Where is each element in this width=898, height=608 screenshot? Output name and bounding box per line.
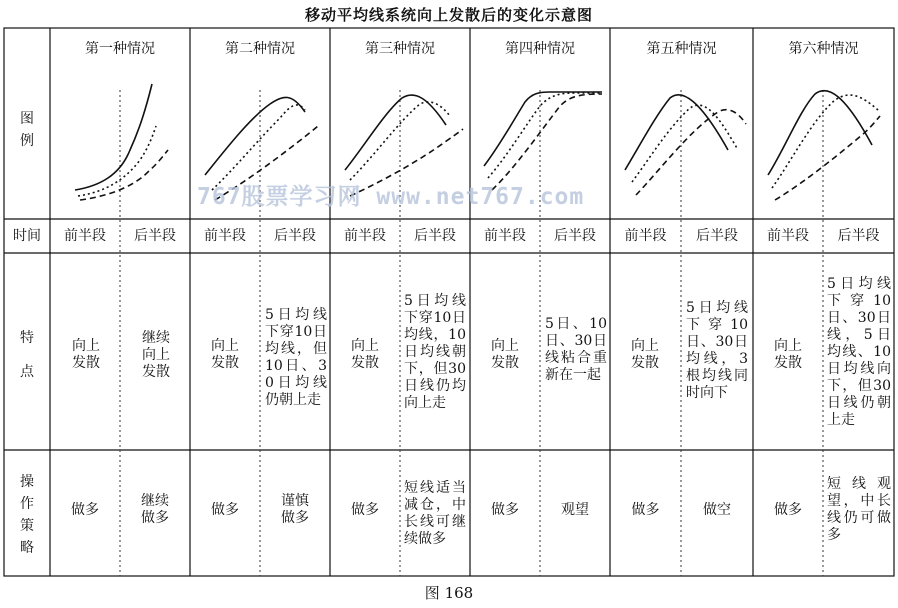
case-4-ma5-line — [484, 92, 602, 166]
case-3-ma5-line — [345, 95, 446, 170]
case-5-header: 第五种情况 — [646, 40, 717, 57]
case-3-strategy-second: 短线适当减仓，中长线可继续做多 — [404, 480, 466, 547]
case-1-header: 第一种情况 — [85, 40, 155, 57]
case-6-strategy-first: 做多 — [774, 501, 802, 518]
case-6-strategy-second: 短线观望，中长线仍可做多 — [827, 476, 891, 543]
case-3-header: 第三种情况 — [365, 40, 435, 57]
case-5-strategy-first: 做多 — [631, 501, 660, 518]
case-6-feature-first: 向上发散 — [774, 338, 802, 371]
row-label-legend: 图例 — [20, 111, 34, 149]
case-2-feature-second: 5日均线下穿10日均线，但10日、30日均线仍朝上走 — [265, 307, 327, 408]
case-1-strategy-second: 继续做多 — [141, 493, 169, 526]
case-3-strategy-first: 做多 — [351, 501, 379, 518]
case-4-feature-first: 向上发散 — [491, 338, 519, 371]
row-label-strategy: 操作策略 — [20, 474, 34, 556]
case-1-feature-first: 向上发散 — [72, 338, 100, 371]
case-4-ma-curves — [484, 92, 602, 190]
case-3-feature-first: 向上发散 — [351, 338, 379, 371]
case-5-feature-first: 向上发散 — [631, 338, 659, 371]
case-6-ma-curves — [768, 91, 880, 200]
watermark: 767股票学习网 www.net767.com — [197, 184, 585, 210]
case-1-second-half: 后半段 — [134, 227, 176, 244]
case-1-ma10-line — [78, 126, 156, 196]
case-1-feature-second: 继续向上发散 — [142, 329, 170, 380]
case-3-feature-second: 5日均线下穿10日均线，10日均线朝下，但30日线仍均向上走 — [404, 292, 466, 411]
case-4-feature-second: 5日、10日、30日线粘合重新在一起 — [545, 316, 607, 383]
case-6-ma10-line — [772, 95, 878, 188]
case-2-strategy-first: 做多 — [211, 501, 239, 518]
case-2-second-half: 后半段 — [274, 227, 316, 244]
case-2-strategy-second: 谨慎做多 — [281, 493, 309, 526]
case-6-header: 第六种情况 — [788, 40, 859, 57]
case-6-feature-second: 5日均线下穿10日、30日线，5日均线、10日均线向下，但30日线仍朝上走 — [827, 275, 891, 428]
case-5-ma10-line — [632, 105, 738, 182]
row-label-features: 特点 — [20, 330, 34, 380]
case-3-second-half: 后半段 — [414, 227, 456, 244]
case-5-ma5-line — [625, 95, 728, 170]
case-4-ma30-line — [492, 94, 602, 190]
case-5-second-half: 后半段 — [696, 227, 738, 244]
case-1-ma-curves — [75, 84, 168, 200]
case-1-strategy-first: 做多 — [71, 501, 99, 518]
page-title: 移动平均线系统向上发散后的变化示意图 — [304, 6, 593, 24]
case-4-header: 第四种情况 — [505, 40, 575, 57]
case-2-feature-first: 向上发散 — [211, 338, 239, 371]
case-1-first-half: 前半段 — [64, 227, 106, 244]
case-4-first-half: 前半段 — [484, 227, 526, 244]
case-4-strategy-second: 观望 — [561, 501, 589, 518]
case-2-header: 第二种情况 — [225, 40, 295, 57]
case-1-ma5-line — [75, 84, 152, 190]
case-2-first-half: 前半段 — [204, 227, 246, 244]
case-2-ma5-line — [205, 97, 305, 175]
case-5-ma-curves — [625, 95, 746, 195]
case-6-second-half: 后半段 — [837, 227, 880, 244]
case-3-first-half: 前半段 — [344, 227, 386, 244]
case-5-first-half: 前半段 — [624, 227, 667, 244]
case-5-feature-second: 5日均线下穿10日、30日均线，3根均线同时向下 — [686, 300, 748, 401]
row-label-time: 时间 — [13, 227, 41, 244]
case-4-strategy-first: 做多 — [491, 501, 519, 518]
case-6-first-half: 前半段 — [767, 227, 809, 244]
case-4-second-half: 后半段 — [554, 227, 596, 244]
case-5-strategy-second: 做空 — [703, 501, 731, 518]
case-6-ma5-line — [768, 91, 872, 175]
figure-caption: 图 168 — [424, 584, 474, 602]
